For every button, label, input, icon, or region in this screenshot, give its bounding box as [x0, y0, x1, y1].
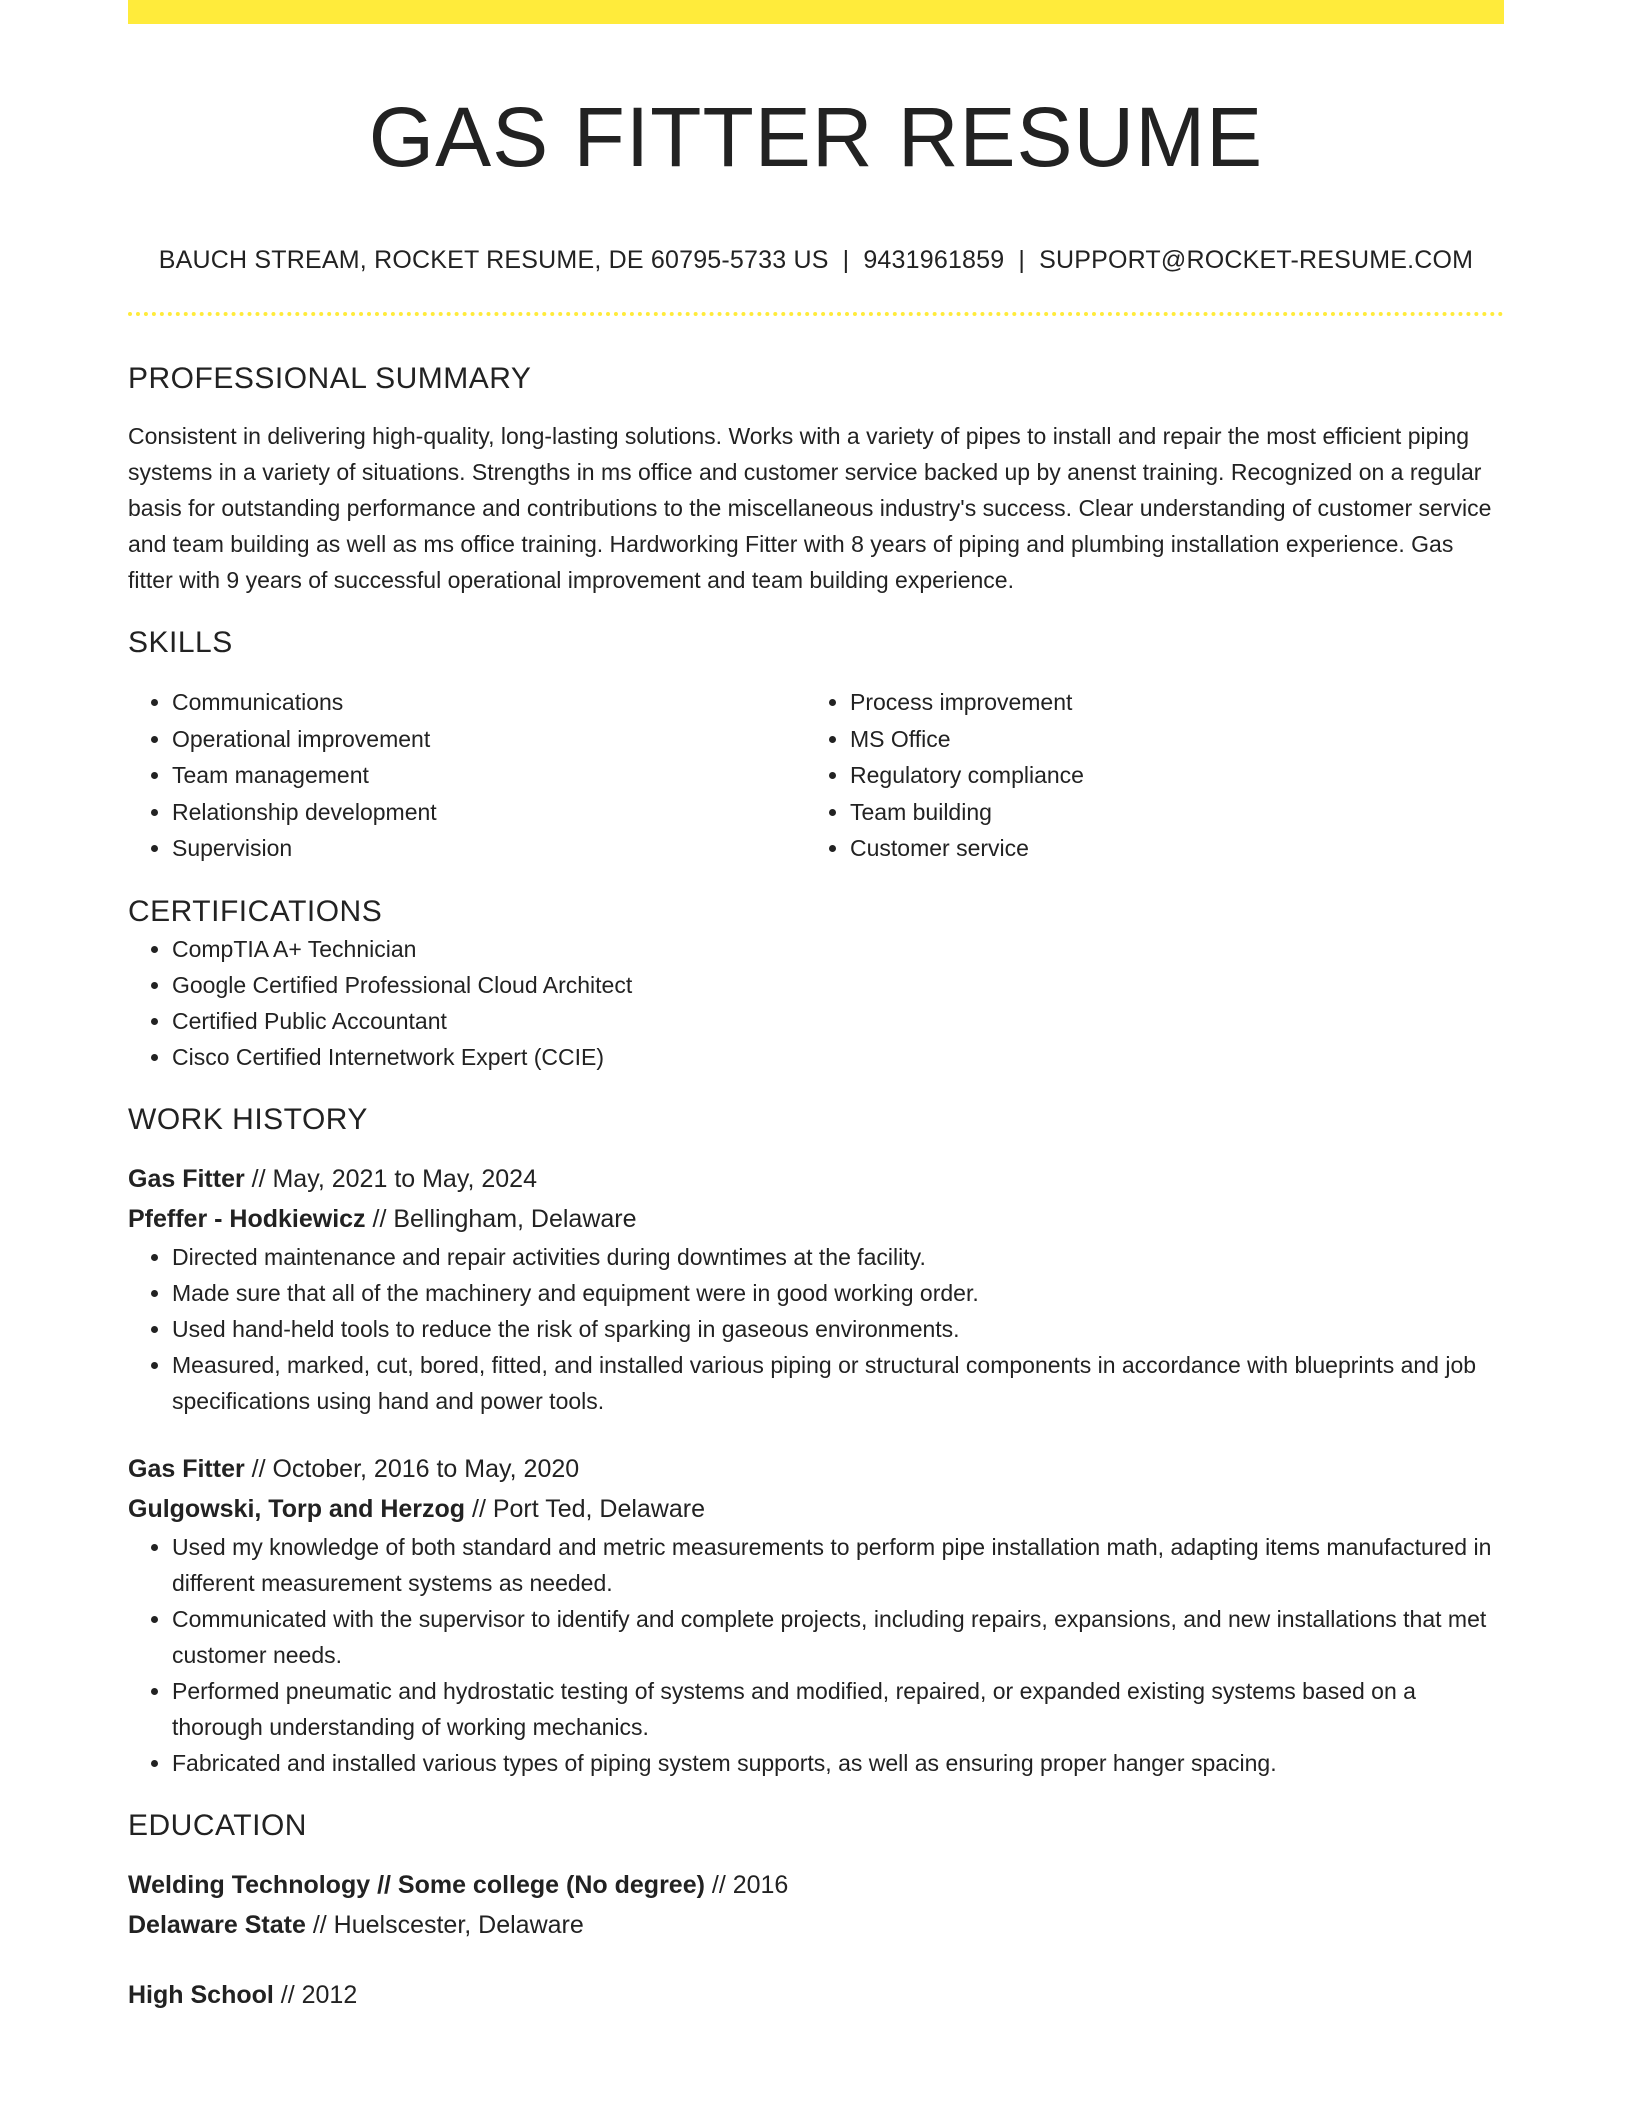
skill-item: • Process improvement: [850, 684, 1484, 721]
job-title-line: [128, 1449, 1504, 1489]
job-company: Pfeffer - Hodkiewicz: [128, 1204, 366, 1233]
job-company-line: [128, 1489, 1504, 1529]
skill-item: • Operational improvement: [172, 721, 806, 758]
contact-email: SUPPORT@ROCKET-RESUME.COM: [1039, 246, 1474, 274]
job-bullet: • Used hand-held tools to reduce the risk of sparking in gaseous environments.: [172, 1311, 1504, 1347]
accent-top-bar: [128, 0, 1504, 24]
certification-item: • CompTIA A+ Technician: [172, 931, 1504, 967]
job-title-line: [128, 1159, 1504, 1199]
skill-item: • Team management: [172, 757, 806, 794]
skill-item: • Customer service: [850, 830, 1484, 867]
education-degree-line: [128, 1975, 1504, 2015]
resume-title: GAS FITTER RESUME: [368, 90, 1264, 184]
job-company: Gulgowski, Torp and Herzog: [128, 1494, 466, 1523]
education-heading: EDUCATION: [128, 1808, 307, 1842]
education-degree: Welding Technology // Some college (No degree): [128, 1870, 705, 1899]
work-history-heading: WORK HISTORY: [128, 1102, 368, 1136]
job-company-line: [128, 1199, 1504, 1239]
job-location: // Port Ted, Delaware: [465, 1494, 705, 1523]
summary-heading: PROFESSIONAL SUMMARY: [128, 362, 532, 395]
skill-item: • MS Office: [850, 721, 1484, 758]
contact-separator: |: [842, 246, 850, 274]
certification-item: • Cisco Certified Internetwork Expert (CCIE): [172, 1039, 1504, 1075]
job-dates: // May, 2021 to May, 2024: [244, 1164, 537, 1193]
job-bullets: [128, 1529, 1504, 1781]
job-bullet: • Fabricated and installed various types of piping system supports, as well as ensuring proper hanger spacing.: [172, 1745, 1504, 1781]
education-year: // 2012: [273, 1980, 358, 2009]
contact-line: [128, 244, 1504, 276]
job-dates: // October, 2016 to May, 2020: [244, 1454, 580, 1483]
job-location: // Bellingham, Delaware: [365, 1204, 637, 1233]
skills-column-right: [806, 684, 1484, 867]
education-school-line: [128, 1905, 1504, 1945]
job-bullet: • Made sure that all of the machinery and equipment were in good working order.: [172, 1275, 1504, 1311]
job-bullet: • Measured, marked, cut, bored, fitted, and installed various piping or structural components in accordance with blueprints and job specifications using hand and power tools.: [172, 1347, 1504, 1419]
education-degree: High School: [128, 1980, 274, 2009]
certification-item: • Certified Public Accountant: [172, 1003, 1504, 1039]
skills-column-left: [128, 684, 806, 867]
education-location: // Huelscester, Delaware: [305, 1910, 584, 1939]
dotted-divider: [128, 312, 1504, 316]
contact-phone: 9431961859: [863, 246, 1005, 274]
skill-item: • Supervision: [172, 830, 806, 867]
contact-address: BAUCH STREAM, ROCKET RESUME, DE 60795-5733 US: [158, 246, 829, 274]
job-bullet: • Directed maintenance and repair activities during downtimes at the facility.: [172, 1239, 1504, 1275]
skill-item: • Relationship development: [172, 794, 806, 831]
contact-separator: |: [1018, 246, 1026, 274]
resume-content: [128, 24, 1504, 2015]
job-role: Gas Fitter: [128, 1454, 245, 1483]
certifications-list: [128, 931, 1504, 1075]
certifications-heading: CERTIFICATIONS: [128, 894, 383, 928]
job-bullet: • Communicated with the supervisor to identify and complete projects, including repairs, expansions, and new installations that met customer needs.: [172, 1601, 1504, 1673]
skill-item: • Team building: [850, 794, 1484, 831]
summary-text: Consistent in delivering high-quality, long-lasting solutions. Works with a variety of pipes to install and repair the most efficient piping systems in a variety of situations. Strengths in ms office and customer service backed up by anenst training. Recognized on a regular basis for outstanding performance and contributions to the miscellaneous industry's success. Clear understanding of customer service and team building as well as ms office training. Hardworking Fitter with 8 years of piping and plumbing installation experience. Gas fitter with 9 years of successful operational improvement and team building experience.: [128, 423, 1492, 593]
certification-item: • Google Certified Professional Cloud Architect: [172, 967, 1504, 1003]
job-bullets: [128, 1239, 1504, 1419]
skills-list-left: [128, 684, 806, 867]
job-bullet: • Used my knowledge of both standard and metric measurements to perform pipe installation math, adapting items manufactured in different measurement systems as needed.: [172, 1529, 1504, 1601]
skill-item: • Regulatory compliance: [850, 757, 1484, 794]
skills-list-right: [806, 684, 1484, 867]
education-year: // 2016: [704, 1870, 789, 1899]
job-bullet: • Performed pneumatic and hydrostatic testing of systems and modified, repaired, or expanded existing systems based on a thorough understanding of working mechanics.: [172, 1673, 1504, 1745]
education-degree-line: [128, 1865, 1504, 1905]
job-role: Gas Fitter: [128, 1164, 245, 1193]
education-school: Delaware State: [128, 1910, 306, 1939]
skills-grid: [128, 684, 1504, 867]
skill-item: • Communications: [172, 684, 806, 721]
skills-heading: SKILLS: [128, 626, 233, 659]
